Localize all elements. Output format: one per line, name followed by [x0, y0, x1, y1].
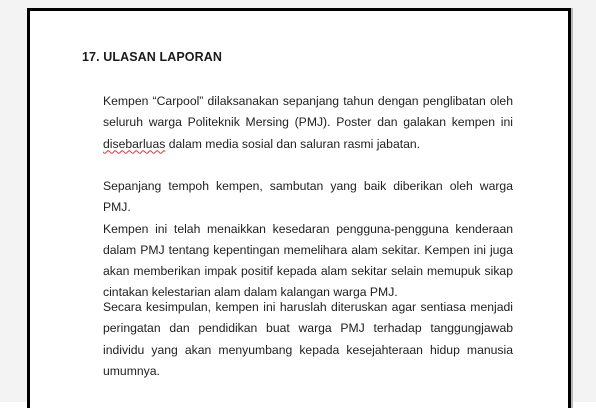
paragraph-line: Secara kesimpulan, kempen ini haruslah diteruskan agar sentiasa menjadi: [103, 300, 513, 314]
paragraph-line: seluruh warga Politeknik Mersing (PMJ). Poster dan galakan kempen ini: [103, 115, 513, 130]
paragraph-line: Kempen ini telah menaikkan kesedaran pengguna-pengguna kenderaan: [103, 221, 513, 236]
paragraph-line: peringatan dan pendidikan buat warga PMJ terhadap tanggungjawab: [103, 321, 513, 336]
paragraph-line: dalam PMJ tentang kepentingan memelihara alam sekitar. Kempen ini juga: [103, 242, 513, 257]
spellcheck-flagged-word[interactable]: disebarluas: [103, 136, 166, 151]
document-page[interactable]: [27, 8, 571, 408]
paragraph-line-text: dalam media sosial dan saluran rasmi jabatan.: [165, 136, 421, 151]
paragraph-line: umumnya.: [103, 363, 160, 378]
paragraph-2[interactable]: [103, 176, 513, 304]
paragraph-line: cintakan kelestarian alam dalam kalangan warga PMJ.: [103, 285, 398, 300]
section-heading: 17. ULASAN LAPORAN: [82, 50, 223, 64]
paragraph-line: individu yang akan menyumbang kepada kesejahteraan hidup manusia: [103, 342, 513, 357]
paragraph-line: akan memberikan impak positif kepada alam sekitar selain memupuk sikap: [103, 264, 513, 279]
paragraph-line: Kempen “Carpool” dilaksanakan sepanjang tahun dengan penglibatan oleh: [103, 94, 513, 108]
paragraph-3[interactable]: [103, 297, 513, 382]
paragraph-line: [103, 134, 513, 155]
paragraph-line: Sepanjang tempoh kempen, sambutan yang baik diberikan oleh warga PMJ.: [103, 179, 513, 215]
paragraph-1[interactable]: [103, 91, 513, 155]
